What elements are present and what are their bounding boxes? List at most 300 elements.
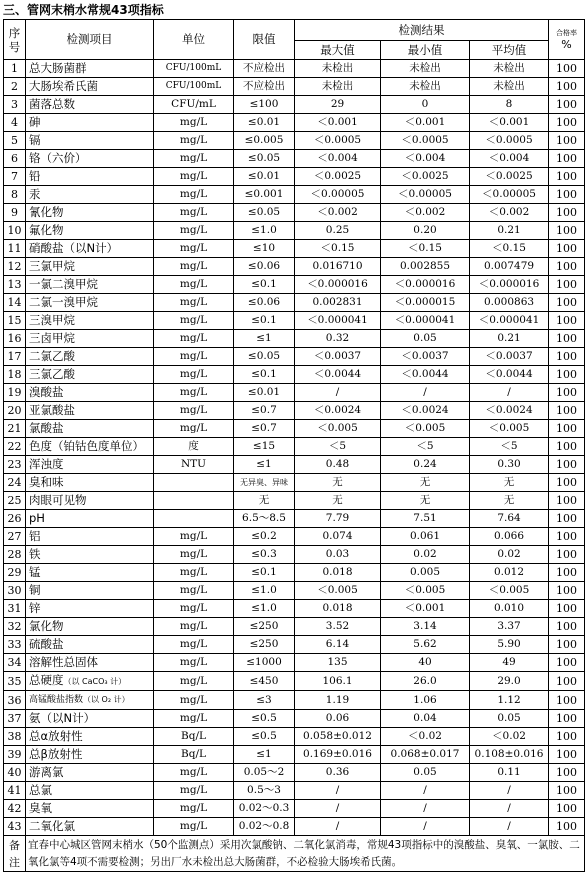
row-min: 0.005 [381, 564, 470, 582]
row-max: 0.32 [295, 330, 381, 348]
row-rate: 100 [549, 528, 585, 546]
item-name-text: 高锰酸盐指数 [29, 695, 84, 705]
row-item-name [26, 764, 154, 782]
row-rate: 100 [549, 132, 585, 150]
row-index: 20 [4, 402, 26, 420]
row-max: 0.36 [295, 764, 381, 782]
row-min: ＜0.002 [381, 204, 470, 222]
row-item-name [26, 420, 154, 438]
row-max: 7.79 [295, 510, 381, 528]
row-index: 9 [4, 204, 26, 222]
row-unit: mg/L [154, 582, 234, 600]
row-rate: 100 [549, 691, 585, 710]
row-min: 0.20 [381, 222, 470, 240]
row-max: 0.25 [295, 222, 381, 240]
row-avg: 0.21 [470, 330, 549, 348]
row-unit: mg/L [154, 186, 234, 204]
row-unit: mg/L [154, 618, 234, 636]
row-min: / [381, 782, 470, 800]
table-row [4, 510, 585, 528]
table-row [4, 800, 585, 818]
row-max: 0.074 [295, 528, 381, 546]
row-max: 无 [295, 474, 381, 492]
row-max: 0.018 [295, 564, 381, 582]
row-max: 0.48 [295, 456, 381, 474]
row-unit: NTU [154, 456, 234, 474]
row-min: ＜0.0024 [381, 402, 470, 420]
row-index: 40 [4, 764, 26, 782]
row-limit: ≤0.5 [234, 728, 295, 746]
row-limit: ≤450 [234, 672, 295, 691]
row-max: 无 [295, 492, 381, 510]
row-limit: ≤250 [234, 636, 295, 654]
row-limit: ≤1 [234, 456, 295, 474]
table-row [4, 114, 585, 132]
row-index: 34 [4, 654, 26, 672]
row-limit: 不应检出 [234, 78, 295, 96]
row-limit: ≤3 [234, 691, 295, 710]
row-avg: 未检出 [470, 78, 549, 96]
item-name-text: 铁 [29, 547, 41, 561]
table-row [4, 420, 585, 438]
item-name-text: 臭和味 [29, 475, 64, 489]
row-avg: ＜0.02 [470, 728, 549, 746]
table-row [4, 78, 585, 96]
row-unit: mg/L [154, 240, 234, 258]
row-avg: ＜0.0024 [470, 402, 549, 420]
note-label: 备注 [4, 836, 26, 872]
row-rate: 100 [549, 114, 585, 132]
row-avg: 0.30 [470, 456, 549, 474]
row-max: 未检出 [295, 78, 381, 96]
row-unit: mg/L [154, 150, 234, 168]
table-row [4, 782, 585, 800]
row-limit: ≤0.01 [234, 384, 295, 402]
row-index: 12 [4, 258, 26, 276]
row-index: 24 [4, 474, 26, 492]
table-row [4, 186, 585, 204]
row-min: ＜0.001 [381, 114, 470, 132]
row-unit: mg/L [154, 564, 234, 582]
row-min: ＜0.0025 [381, 168, 470, 186]
row-item-name [26, 438, 154, 456]
row-rate: 100 [549, 746, 585, 764]
row-limit: ≤0.01 [234, 168, 295, 186]
item-name-text: 溴酸盐 [29, 385, 64, 399]
row-index: 26 [4, 510, 26, 528]
row-index: 4 [4, 114, 26, 132]
row-avg: 0.11 [470, 764, 549, 782]
row-rate: 100 [549, 402, 585, 420]
row-avg: 0.010 [470, 600, 549, 618]
row-max: ＜0.005 [295, 420, 381, 438]
item-name-text: 砷 [29, 115, 41, 129]
row-index: 8 [4, 186, 26, 204]
row-rate: 100 [549, 294, 585, 312]
row-index: 5 [4, 132, 26, 150]
row-max: 0.058±0.012 [295, 728, 381, 746]
row-item-name [26, 654, 154, 672]
row-limit: ≤0.1 [234, 276, 295, 294]
row-min: 0.05 [381, 764, 470, 782]
row-avg: ＜0.004 [470, 150, 549, 168]
row-item-name [26, 618, 154, 636]
header-avg: 平均值 [470, 41, 549, 60]
row-rate: 100 [549, 582, 585, 600]
row-min: 1.06 [381, 691, 470, 710]
item-name-text: 三氯乙酸 [29, 367, 75, 381]
row-rate: 100 [549, 420, 585, 438]
row-avg: ＜0.000041 [470, 312, 549, 330]
table-row [4, 546, 585, 564]
row-avg: 5.90 [470, 636, 549, 654]
row-max: ＜0.0044 [295, 366, 381, 384]
row-min: 3.14 [381, 618, 470, 636]
item-name-text: 硫酸盐 [29, 637, 64, 651]
row-limit: ≤0.06 [234, 294, 295, 312]
row-unit: 度 [154, 438, 234, 456]
row-item-name [26, 546, 154, 564]
row-avg: 0.21 [470, 222, 549, 240]
row-index: 1 [4, 60, 26, 78]
row-item-name [26, 114, 154, 132]
row-item-name [26, 78, 154, 96]
row-avg: ＜0.002 [470, 204, 549, 222]
row-max: ＜0.001 [295, 114, 381, 132]
row-item-name [26, 276, 154, 294]
row-rate: 100 [549, 186, 585, 204]
table-row [4, 150, 585, 168]
row-rate: 100 [549, 96, 585, 114]
row-unit: mg/L [154, 636, 234, 654]
row-limit: ≤1 [234, 330, 295, 348]
row-avg: ＜5 [470, 438, 549, 456]
row-max: / [295, 818, 381, 836]
row-item-name [26, 60, 154, 78]
row-limit: ≤0.3 [234, 546, 295, 564]
row-unit: Bq/L [154, 728, 234, 746]
row-item-name [26, 728, 154, 746]
item-name-text: 菌落总数 [29, 97, 75, 111]
header-result: 检测结果 [295, 20, 549, 41]
row-unit: mg/L [154, 800, 234, 818]
row-index: 35 [4, 672, 26, 691]
row-max: 0.016710 [295, 258, 381, 276]
item-name-text: 二氧化氯 [29, 819, 75, 833]
table-row [4, 818, 585, 836]
item-name-text: 亚氯酸盐 [29, 403, 75, 417]
row-limit: ≤1000 [234, 654, 295, 672]
row-min: ＜0.005 [381, 420, 470, 438]
item-name-text: 游离氯 [29, 765, 64, 779]
row-item-name [26, 636, 154, 654]
row-item-name [26, 564, 154, 582]
table-row [4, 528, 585, 546]
row-index: 41 [4, 782, 26, 800]
row-limit: ≤0.7 [234, 420, 295, 438]
row-avg: 8 [470, 96, 549, 114]
item-name-text: 氨（以N计） [29, 711, 96, 725]
row-unit: mg/L [154, 114, 234, 132]
row-unit: mg/L [154, 782, 234, 800]
row-avg: / [470, 800, 549, 818]
row-item-name [26, 582, 154, 600]
row-avg: ＜0.0044 [470, 366, 549, 384]
row-min: 0.24 [381, 456, 470, 474]
row-limit: ≤0.01 [234, 114, 295, 132]
row-avg: 1.12 [470, 691, 549, 710]
row-unit: mg/L [154, 672, 234, 691]
row-index: 23 [4, 456, 26, 474]
row-item-name [26, 384, 154, 402]
row-limit: 6.5～8.5 [234, 510, 295, 528]
row-min: ＜0.0037 [381, 348, 470, 366]
row-index: 15 [4, 312, 26, 330]
row-avg: 0.000863 [470, 294, 549, 312]
item-name-text: 臭氧 [29, 801, 52, 815]
row-min: 0.04 [381, 710, 470, 728]
table-row [4, 582, 585, 600]
row-avg: 49 [470, 654, 549, 672]
row-item-name [26, 330, 154, 348]
row-index: 17 [4, 348, 26, 366]
row-max: ＜0.0025 [295, 168, 381, 186]
table-row [4, 474, 585, 492]
row-rate: 100 [549, 600, 585, 618]
table-row [4, 764, 585, 782]
row-limit: ≤0.06 [234, 258, 295, 276]
item-name-text: 总α放射性 [29, 729, 83, 743]
row-rate: 100 [549, 492, 585, 510]
row-min: ＜0.0005 [381, 132, 470, 150]
row-item-name [26, 150, 154, 168]
row-min: ＜0.004 [381, 150, 470, 168]
row-index: 33 [4, 636, 26, 654]
row-index: 31 [4, 600, 26, 618]
header-rate-unit: % [561, 38, 572, 51]
item-name-text: 溶解性总固体 [29, 655, 98, 669]
row-index: 39 [4, 746, 26, 764]
row-unit: mg/L [154, 168, 234, 186]
table-row [4, 438, 585, 456]
row-max: 29 [295, 96, 381, 114]
table-row [4, 636, 585, 654]
row-min: ＜0.00005 [381, 186, 470, 204]
row-max: 1.19 [295, 691, 381, 710]
row-limit: ≤0.05 [234, 150, 295, 168]
row-item-name [26, 132, 154, 150]
row-rate: 100 [549, 222, 585, 240]
row-index: 27 [4, 528, 26, 546]
header-seq: 序号 [4, 20, 26, 60]
row-avg: 0.066 [470, 528, 549, 546]
row-unit: mg/L [154, 654, 234, 672]
row-max: ＜0.0037 [295, 348, 381, 366]
row-index: 25 [4, 492, 26, 510]
row-max: / [295, 782, 381, 800]
row-rate: 100 [549, 258, 585, 276]
item-name-text: 二氯乙酸 [29, 349, 75, 363]
row-min: 0.05 [381, 330, 470, 348]
row-unit [154, 510, 234, 528]
table-row [4, 276, 585, 294]
table-row [4, 96, 585, 114]
row-max: 未检出 [295, 60, 381, 78]
table-row [4, 654, 585, 672]
table-row [4, 746, 585, 764]
row-item-name [26, 348, 154, 366]
row-item-name [26, 746, 154, 764]
row-max: ＜0.004 [295, 150, 381, 168]
row-index: 32 [4, 618, 26, 636]
row-index: 37 [4, 710, 26, 728]
table-row [4, 168, 585, 186]
row-unit: mg/L [154, 258, 234, 276]
row-rate: 100 [549, 764, 585, 782]
row-unit: mg/L [154, 132, 234, 150]
table-row [4, 204, 585, 222]
row-index: 36 [4, 691, 26, 710]
row-max: ＜0.00005 [295, 186, 381, 204]
row-avg: ＜0.005 [470, 582, 549, 600]
row-item-name [26, 294, 154, 312]
row-max: / [295, 384, 381, 402]
item-name-text: 三卤甲烷 [29, 331, 75, 345]
row-index: 29 [4, 564, 26, 582]
row-index: 13 [4, 276, 26, 294]
row-unit: mg/L [154, 222, 234, 240]
row-max: 6.14 [295, 636, 381, 654]
row-min: 无 [381, 492, 470, 510]
row-unit: mg/L [154, 312, 234, 330]
row-unit: CFU/100mL [154, 60, 234, 78]
table-body [4, 60, 585, 836]
table-row [4, 348, 585, 366]
row-index: 38 [4, 728, 26, 746]
item-name-text: 总硬度 [29, 673, 64, 687]
section-title: 三、管网末梢水常规43项指标 [3, 3, 164, 17]
row-rate: 100 [549, 366, 585, 384]
row-rate: 100 [549, 384, 585, 402]
row-limit: ≤0.005 [234, 132, 295, 150]
header-rate [549, 20, 585, 60]
row-limit: ≤0.7 [234, 402, 295, 420]
table-row [4, 222, 585, 240]
row-rate: 100 [549, 312, 585, 330]
row-rate: 100 [549, 636, 585, 654]
row-item-name [26, 312, 154, 330]
row-max: ＜0.0005 [295, 132, 381, 150]
header-unit: 单位 [154, 20, 234, 60]
item-name-text: 三氯甲烷 [29, 259, 75, 273]
row-min: ＜0.02 [381, 728, 470, 746]
row-index: 19 [4, 384, 26, 402]
row-index: 30 [4, 582, 26, 600]
row-unit [154, 474, 234, 492]
row-unit: mg/L [154, 528, 234, 546]
row-rate: 100 [549, 510, 585, 528]
row-index: 3 [4, 96, 26, 114]
table-row [4, 564, 585, 582]
item-name-text: 氟化物 [29, 223, 64, 237]
item-name-text: pH [29, 511, 45, 525]
row-avg: / [470, 384, 549, 402]
row-avg: ＜0.001 [470, 114, 549, 132]
row-limit: ≤0.1 [234, 366, 295, 384]
item-name-text: 锰 [29, 565, 41, 579]
row-max: ＜0.000016 [295, 276, 381, 294]
table-row [4, 492, 585, 510]
row-item-name [26, 168, 154, 186]
row-max: ＜0.002 [295, 204, 381, 222]
row-limit: ≤15 [234, 438, 295, 456]
row-index: 43 [4, 818, 26, 836]
item-name-text: 铝 [29, 529, 41, 543]
row-rate: 100 [549, 818, 585, 836]
row-rate: 100 [549, 546, 585, 564]
row-min: / [381, 800, 470, 818]
item-name-text: 色度（铂钴色度单位） [29, 439, 144, 453]
row-item-name [26, 240, 154, 258]
item-name-text: 汞 [29, 187, 41, 201]
row-avg: / [470, 782, 549, 800]
table-row [4, 294, 585, 312]
row-min: ＜0.000015 [381, 294, 470, 312]
table-row [4, 456, 585, 474]
row-limit: 0.02～0.8 [234, 818, 295, 836]
row-item-name [26, 528, 154, 546]
row-min: 未检出 [381, 60, 470, 78]
row-avg: 7.64 [470, 510, 549, 528]
row-avg: 3.37 [470, 618, 549, 636]
table-row [4, 728, 585, 746]
row-max: ＜0.005 [295, 582, 381, 600]
row-limit: ≤1.0 [234, 582, 295, 600]
row-max: 0.002831 [295, 294, 381, 312]
row-limit: ≤0.5 [234, 710, 295, 728]
row-limit: 无 [234, 492, 295, 510]
item-name-text: 铅 [29, 169, 41, 183]
item-name-text: 大肠埃希氏菌 [29, 79, 98, 93]
item-name-text: 总大肠菌群 [29, 61, 87, 75]
row-item-name [26, 186, 154, 204]
row-max: 0.03 [295, 546, 381, 564]
row-rate: 100 [549, 168, 585, 186]
row-index: 42 [4, 800, 26, 818]
row-limit: 无异臭、异味 [234, 474, 295, 492]
table-row [4, 258, 585, 276]
row-rate: 100 [549, 330, 585, 348]
table-row [4, 600, 585, 618]
row-max: 106.1 [295, 672, 381, 691]
row-item-name [26, 818, 154, 836]
row-limit: ≤0.2 [234, 528, 295, 546]
row-rate: 100 [549, 728, 585, 746]
row-min: ＜5 [381, 438, 470, 456]
row-min: ＜0.0044 [381, 366, 470, 384]
row-index: 21 [4, 420, 26, 438]
row-index: 14 [4, 294, 26, 312]
row-index: 16 [4, 330, 26, 348]
row-unit [154, 492, 234, 510]
table-row [4, 672, 585, 691]
item-name-text: 一氯二溴甲烷 [29, 277, 98, 291]
row-avg: 0.012 [470, 564, 549, 582]
table-row [4, 618, 585, 636]
row-min: ＜0.15 [381, 240, 470, 258]
row-index: 22 [4, 438, 26, 456]
row-unit: mg/L [154, 420, 234, 438]
